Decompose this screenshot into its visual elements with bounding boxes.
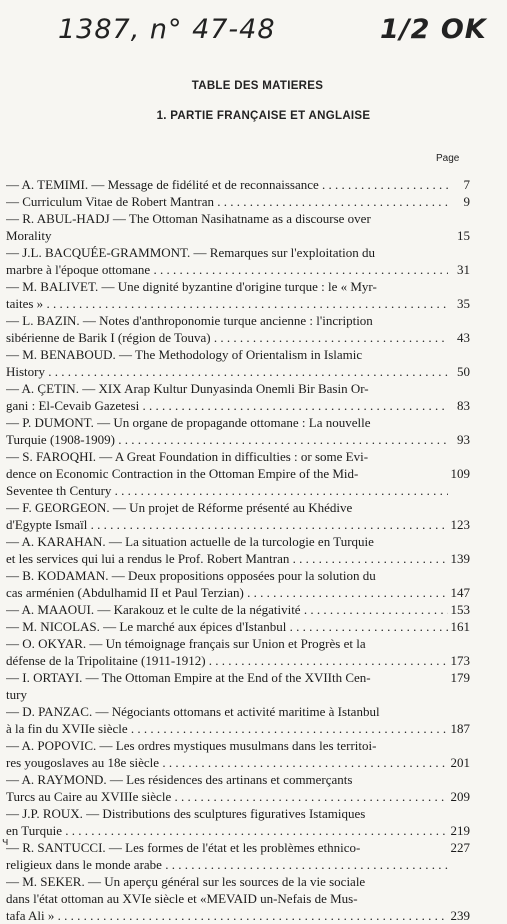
- handwritten-note: 1/2 OK: [380, 14, 487, 45]
- toc-entry: [6, 210, 448, 244]
- toc-entry-line: — R. SANTUCCI. — Les formes de l'état et les problèmes ethnico-: [6, 840, 361, 855]
- toc-entry-line: défense de la Tripolitaine (1911-1912) . . .: [6, 652, 448, 669]
- toc-entry-line: religieux dans le monde arabe . . .: [6, 856, 448, 873]
- toc-page-number: 173: [450, 653, 470, 668]
- toc-entry-line: — P. DUMONT. — Un organe de propagande ottomane : La nouvelle: [6, 415, 371, 430]
- toc-entry: [6, 771, 448, 805]
- toc-entry-line: sibérienne de Barik I (région de Touva) . . .: [6, 329, 448, 346]
- toc-page-number: 43: [457, 330, 470, 345]
- toc-entry-line: tafa Ali » . . .: [6, 907, 448, 924]
- toc-entry: [6, 618, 448, 635]
- toc-page-number: 201: [450, 755, 470, 770]
- toc-entry: [6, 193, 448, 210]
- toc-entry-line: dans l'état ottoman au XVIe siècle et «MEVAID un-Nefais de Mus-: [6, 891, 358, 906]
- toc-page-number: 147: [450, 585, 470, 600]
- toc-entry-line: à la fin du XVIIe siècle . . .: [6, 720, 448, 737]
- toc-entry: [6, 499, 448, 533]
- toc-entry-line: res yougoslaves au 18e siècle . . .: [6, 754, 448, 771]
- toc-page-number: 187: [450, 721, 470, 736]
- toc-page-number: 109: [450, 466, 470, 481]
- page-title: TABLE DES MATIERES: [191, 80, 324, 92]
- toc-entry: [6, 669, 448, 703]
- toc-entry-line: en Turquie . . .: [6, 822, 448, 839]
- toc-entry-line: — L. BAZIN. — Notes d'anthroponomie turque ancienne : l'incription: [6, 313, 373, 328]
- toc-entry-line: marbre à l'époque ottomane . . .: [6, 261, 448, 278]
- toc-page-number: 35: [457, 296, 470, 311]
- toc-page-number: 179: [450, 670, 470, 685]
- toc-page-number: 161: [450, 619, 470, 634]
- toc-entry-line: — R. ABUL-HADJ — The Ottoman Nasihatname as a discourse over: [6, 211, 371, 226]
- toc-page-number: 15: [457, 228, 470, 243]
- toc-entry-line: dence on Economic Contraction in the Ottoman Empire of the Mid-: [6, 466, 359, 481]
- toc-entry: [6, 805, 448, 839]
- toc-entry-line: — J.L. BACQUÉE-GRAMMONT. — Remarques sur l'exploitation du: [6, 245, 375, 260]
- toc-entry-line: — I. ORTAYI. — The Ottoman Empire at the End of the XVIIth Cen-: [6, 670, 371, 685]
- toc-page-number: 227: [450, 840, 470, 855]
- section-title: 1. PARTIE FRANÇAISE ET ANGLAISE: [156, 110, 371, 122]
- toc-entry-line: tury: [6, 687, 27, 702]
- toc-entry-line: — B. KODAMAN. — Deux propositions opposées pour la solution du: [6, 568, 376, 583]
- toc-entry-line: — A. TEMIMI. — Message de fidélité et de reconnaissance . . .: [6, 176, 448, 193]
- toc-page-number: 83: [457, 398, 470, 413]
- toc-entry-line: Morality: [6, 228, 52, 243]
- toc-entry: [6, 312, 448, 346]
- toc-entry-line: — A. ÇETIN. — XIX Arap Kultur Dunyasinda Onemli Bir Basin Or-: [6, 381, 369, 396]
- toc-entry-line: — M. NICOLAS. — Le marché aux épices d'Istanbul . . .: [6, 618, 448, 635]
- toc-entry-line: — D. PANZAC. — Négociants ottomans et activité maritime à Istanbul: [6, 704, 380, 719]
- toc-page-number: 219: [450, 823, 470, 838]
- toc-page-number: 239: [450, 908, 470, 923]
- toc-entry: [6, 533, 448, 567]
- toc-page-number: 139: [450, 551, 470, 566]
- toc-entry-line: — M. SEKER. — Un aperçu général sur les sources de la vie sociale: [6, 874, 366, 889]
- toc-entry-line: — Curriculum Vitae de Robert Mantran . . .: [6, 193, 448, 210]
- toc-entry: [6, 414, 448, 448]
- toc-entry: [6, 567, 448, 601]
- toc-entry: [6, 839, 448, 873]
- toc-entry: [6, 346, 448, 380]
- toc-page-number: 31: [457, 262, 470, 277]
- toc-entry: [6, 873, 448, 924]
- toc-entry-line: — A. KARAHAN. — La situation actuelle de la turcologie en Turquie: [6, 534, 374, 549]
- toc-entry: [6, 448, 448, 499]
- toc-entry-line: Seventee th Century . . .: [6, 482, 448, 499]
- toc-entry: [6, 278, 448, 312]
- toc-entry: [6, 601, 448, 618]
- toc-entry-line: — S. FAROQHI. — A Great Foundation in difficulties : or some Evi-: [6, 449, 369, 464]
- page-column-header: Page: [436, 153, 460, 164]
- toc-entry: [6, 737, 448, 771]
- toc-entry-line: et les services qui lui a rendus le Prof. Robert Mantran . . .: [6, 550, 448, 567]
- toc-entry-line: — A. POPOVIC. — Les ordres mystiques musulmans dans les territoi-: [6, 738, 377, 753]
- toc-entry: [6, 635, 448, 669]
- toc-entry-line: gani : El-Cevaib Gazetesi . . .: [6, 397, 448, 414]
- toc-page-number: 123: [450, 517, 470, 532]
- toc-entry-line: Turquie (1908-1909) . . .: [6, 431, 448, 448]
- toc-entry-line: History . . .: [6, 363, 448, 380]
- toc-entry-line: — F. GEORGEON. — Un projet de Réforme présenté au Khédive: [6, 500, 353, 515]
- toc-page-number: 93: [457, 432, 470, 447]
- toc-page-number: 209: [450, 789, 470, 804]
- margin-mark: ч: [2, 835, 9, 848]
- toc-entry-line: — J.P. ROUX. — Distributions des sculptures figuratives Istamiques: [6, 806, 366, 821]
- toc-entry: [6, 176, 448, 193]
- toc-entry-line: — M. BALIVET. — Une dignité byzantine d'origine turque : le « Myr-: [6, 279, 377, 294]
- toc-entry-line: — M. BENABOUD. — The Methodology of Orientalism in Islamic: [6, 347, 363, 362]
- toc-page-number: 50: [457, 364, 470, 379]
- toc-entry-line: — A. MAAOUI. — Karakouz et le culte de la négativité . . .: [6, 601, 448, 618]
- toc-entry-line: d'Egypte Ismaïl . . .: [6, 516, 448, 533]
- toc-entry: [6, 380, 448, 414]
- toc-entry-line: — A. RAYMOND. — Les résidences des artinans et commerçants: [6, 772, 353, 787]
- toc-entry-line: Turcs au Caire au XVIIIe siècle . . .: [6, 788, 448, 805]
- toc-entry: [6, 244, 448, 278]
- handwritten-reference: 1387, n° 47-48: [58, 14, 276, 45]
- toc-entry: [6, 703, 448, 737]
- toc-entry-line: — O. OKYAR. — Un témoignage français sur Union et Progrès et la: [6, 636, 366, 651]
- toc-page-number: 9: [463, 194, 470, 209]
- toc-entry-line: cas arménien (Abdulhamid II et Paul Terzian) . . .: [6, 584, 448, 601]
- toc-entry-line: taites » . . .: [6, 295, 448, 312]
- toc-page-number: 7: [463, 177, 470, 192]
- toc-page-number: 153: [450, 602, 470, 617]
